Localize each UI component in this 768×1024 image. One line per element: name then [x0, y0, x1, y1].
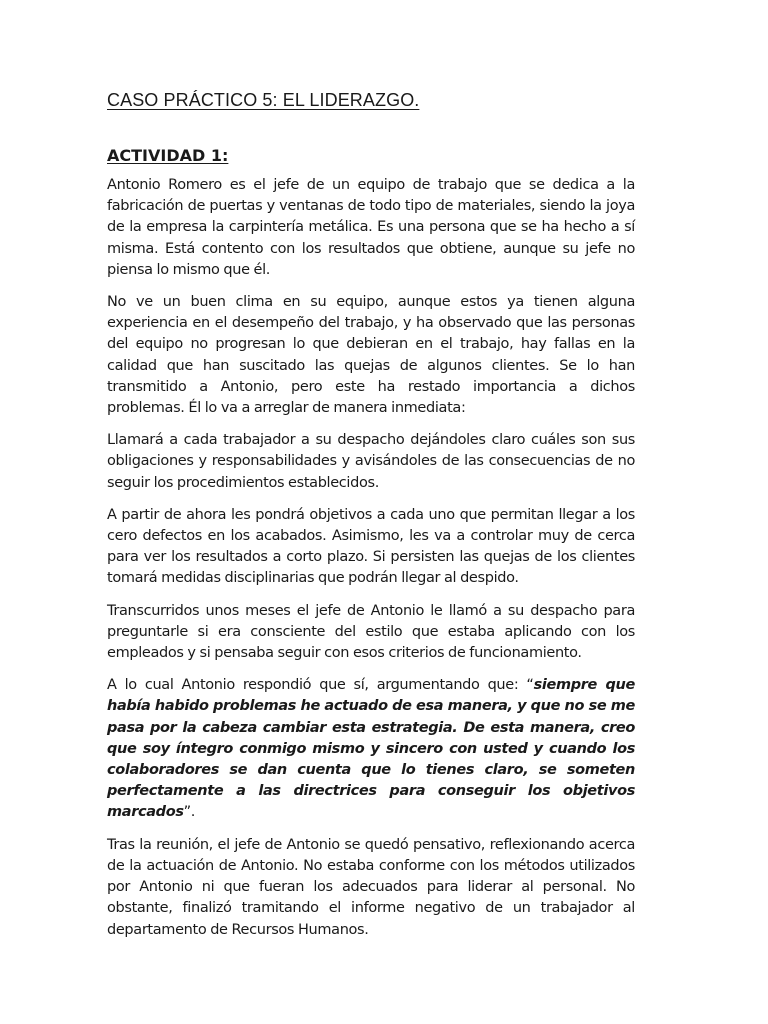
- paragraph-team-climate: No ve un buen clima en su equipo, aunque estos ya tienen alguna experiencia en el desempeño del trabajo, y ha observado que las personas del equipo no progresan lo que debieran en el trabajo, hay fallas en la calidad que han suscitado las quejas de algunos clientes. Se lo han transmitido a Antonio, pero este ha restado importancia a dichos problemas. Él lo va a arreglar de manera inmediata:: [107, 294, 635, 417]
- paragraph-meetings: Llamará a cada trabajador a su despacho dejándoles claro cuáles son sus obligaciones y responsabilidades y avisándoles de las consecuencias de no seguir los procedimientos establecidos.: [107, 432, 635, 491]
- paragraph-intro: Antonio Romero es el jefe de un equipo de trabajo que se dedica a la fabricación de puertas y ventanas de todo tipo de materiales, siendo la joya de la empresa la carpintería metálica. Es una persona que se ha hecho a sí misma. Está contento con los resultados que obtiene, aunque su jefe no piensa lo mismo que él.: [107, 177, 635, 278]
- document-body: [107, 175, 635, 952]
- paragraph-closing: Tras la reunión, el jefe de Antonio se quedó pensativo, reflexionando acerca de la actuación de Antonio. No estaba conforme con los métodos utilizados por Antonio ni que fueran los adecuados para liderar al personal. No obstante, finalizó tramitando el informe negativo de un trabajador al departamento de Recursos Humanos.: [107, 836, 635, 938]
- document-title: CASO PRÁCTICO 5: EL LIDERAZGO.: [107, 90, 420, 110]
- paragraph-response: [107, 675, 635, 823]
- response-quote: siempre que había habido problemas he actuado de esa manera, y que no se me pasa por la cabeza cambiar esta estrategia. De esta manera, creo que soy íntegro conmigo mismo y sincero con usted y cuando los colaboradores se dan cuenta que lo tienes claro, se someten perfectamente a las directrices para conseguir los objetivos marcados: [107, 677, 635, 821]
- response-lead: A lo cual Antonio respondió que sí, argumentando que: “: [107, 677, 534, 694]
- response-tail: ”.: [183, 804, 196, 821]
- activity-heading: ACTIVIDAD 1:: [107, 146, 229, 165]
- paragraph-objectives: A partir de ahora les pondrá objetivos a cada uno que permitan llegar a los cero defectos en los acabados. Asimismo, les va a controlar muy de cerca para ver los resultados a corto plazo. Si persisten las quejas de los clientes tomará medidas disciplinarias que podrán llegar al despido.: [107, 506, 635, 587]
- paragraph-boss-call: Transcurridos unos meses el jefe de Antonio le llamó a su despacho para preguntarle si era consciente del estilo que estaba aplicando con los empleados y si pensaba seguir con esos criterios de funcionamiento.: [107, 602, 635, 662]
